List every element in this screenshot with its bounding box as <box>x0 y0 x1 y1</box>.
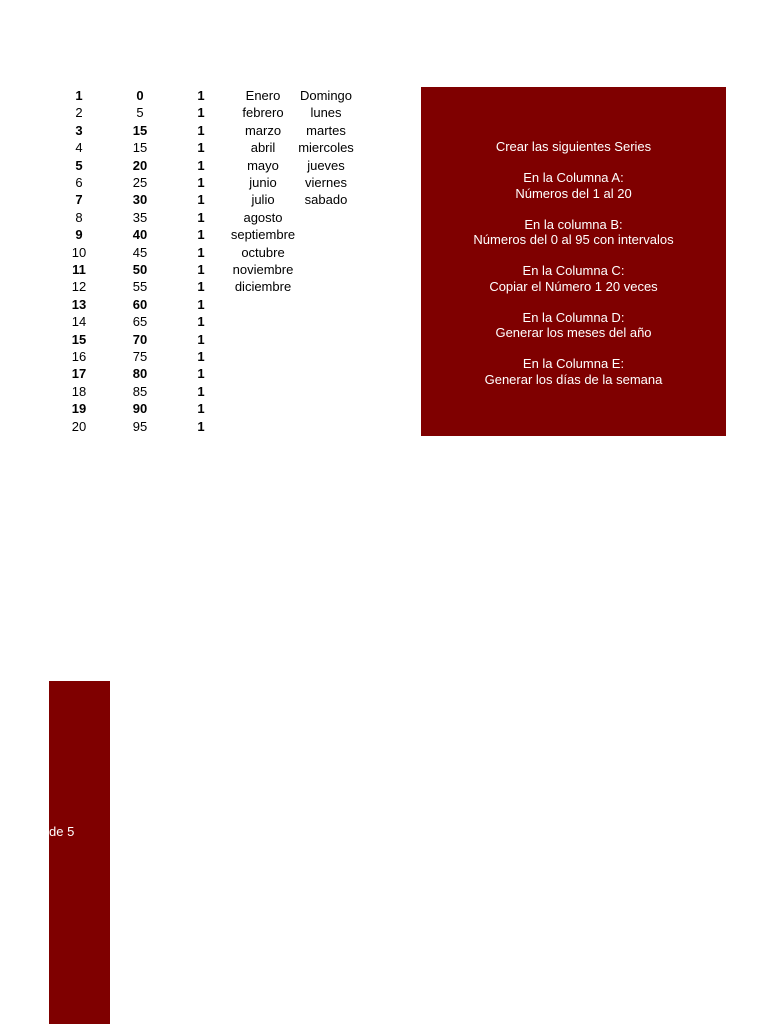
column-b-cell[interactable]: 15 <box>132 122 148 138</box>
column-c-cell[interactable]: 1 <box>197 175 205 190</box>
instruction-line: En la Columna A: <box>523 170 624 185</box>
column-c-cell[interactable]: 1 <box>197 279 205 295</box>
column-d-cell[interactable]: mayo <box>247 157 279 173</box>
column-b-cell[interactable]: 0 <box>136 88 144 103</box>
instruction-line: Números del 1 al 20 <box>515 185 632 201</box>
column-c-cell[interactable]: 1 <box>197 157 205 173</box>
instruction-line: Generar los días de la semana <box>484 371 663 387</box>
column-a-cell[interactable]: 3 <box>75 122 83 138</box>
instruction-line: En la Columna C: <box>522 263 625 278</box>
column-d-cell[interactable]: Enero <box>245 88 281 103</box>
column-e-cell[interactable]: Domingo <box>299 88 353 103</box>
column-a-cell[interactable]: 15 <box>71 331 87 347</box>
column-b-cell[interactable]: 20 <box>132 157 148 173</box>
column-a-cell[interactable]: 4 <box>75 140 83 156</box>
column-c-cell[interactable]: 1 <box>197 244 205 260</box>
instruction-block <box>421 310 726 341</box>
column-b-cell[interactable]: 45 <box>132 244 148 260</box>
column-c-cell[interactable]: 1 <box>197 366 205 382</box>
column-b-cell[interactable]: 90 <box>132 401 148 417</box>
column-d-cell[interactable]: julio <box>251 192 275 208</box>
column-a-cell[interactable]: 10 <box>71 244 87 260</box>
spreadsheet-series <box>0 87 420 437</box>
column-d-cell[interactable]: noviembre <box>232 262 294 277</box>
column-a-cell[interactable]: 5 <box>75 157 83 173</box>
column-b-cell[interactable]: 5 <box>136 105 144 121</box>
instruction-block <box>421 217 726 248</box>
instruction-line: Crear las siguientes Series <box>495 139 652 154</box>
instruction-line: En la Columna E: <box>522 356 625 371</box>
instruction-line: En la Columna D: <box>522 309 625 325</box>
column-c-cell[interactable]: 1 <box>197 192 205 208</box>
instructions-text <box>421 139 726 403</box>
column-b-cell[interactable]: 70 <box>132 331 148 347</box>
column-c-cell[interactable]: 1 <box>197 88 205 103</box>
column-e-cell[interactable]: jueves <box>307 157 345 173</box>
column-e-cell[interactable]: viernes <box>305 175 347 190</box>
column-a-cell[interactable]: 7 <box>75 192 83 208</box>
column-c-cell[interactable]: 1 <box>197 296 205 312</box>
column-b-cell[interactable]: 80 <box>132 366 148 382</box>
column-b-cell[interactable]: 35 <box>132 209 148 225</box>
column-c-cell[interactable]: 1 <box>197 349 205 364</box>
column-a-cell[interactable]: 20 <box>71 418 87 434</box>
column-b-cell[interactable]: 85 <box>132 383 148 399</box>
page-sidebar <box>49 681 110 1024</box>
column-c-cell[interactable]: 1 <box>197 262 205 277</box>
column-c-cell[interactable]: 1 <box>197 314 205 330</box>
instruction-block <box>421 263 726 294</box>
column-a-cell[interactable]: 11 <box>72 262 86 277</box>
instruction-block <box>421 139 726 155</box>
column-d-cell[interactable]: septiembre <box>230 227 296 243</box>
column-c-cell[interactable]: 1 <box>197 401 205 417</box>
column-a-cell[interactable]: 18 <box>71 383 87 399</box>
column-a-cell[interactable]: 16 <box>71 349 87 364</box>
column-a-cell[interactable]: 9 <box>75 227 83 243</box>
column-b-cell[interactable]: 15 <box>132 140 148 156</box>
column-a-cell[interactable]: 6 <box>75 175 83 190</box>
column-b-cell[interactable]: 30 <box>132 192 148 208</box>
column-c-cell[interactable]: 1 <box>197 418 205 434</box>
column-c-cell[interactable]: 1 <box>197 331 205 347</box>
column-a-cell[interactable]: 17 <box>71 366 87 382</box>
column-b-cell[interactable]: 50 <box>132 262 148 277</box>
column-a-cell[interactable]: 13 <box>71 296 87 312</box>
column-b-cell[interactable]: 40 <box>132 227 148 243</box>
column-c-cell[interactable]: 1 <box>197 140 205 156</box>
page-counter: de 5 <box>49 824 75 839</box>
column-b-cell[interactable]: 25 <box>132 175 148 190</box>
column-e-cell[interactable]: sabado <box>304 192 348 208</box>
column-d-cell[interactable]: octubre <box>241 244 285 260</box>
column-b-cell[interactable]: 95 <box>132 418 148 434</box>
column-e-cell[interactable]: miercoles <box>298 140 354 156</box>
column-b-cell[interactable]: 55 <box>132 279 148 295</box>
instruction-block <box>421 170 726 201</box>
column-e-cell[interactable]: lunes <box>310 105 342 121</box>
instruction-line: Números del 0 al 95 con intervalos <box>473 232 674 247</box>
instructions-panel <box>421 87 726 436</box>
instruction-line: Copiar el Número 1 20 veces <box>489 278 658 294</box>
instruction-line: En la columna B: <box>524 216 623 232</box>
column-c-cell[interactable]: 1 <box>197 122 205 138</box>
column-d-cell[interactable]: diciembre <box>234 279 292 295</box>
column-c-cell[interactable]: 1 <box>197 227 205 243</box>
column-c-cell[interactable]: 1 <box>197 383 205 399</box>
column-a-cell[interactable]: 8 <box>75 209 83 225</box>
instruction-block <box>421 356 726 387</box>
column-a-cell[interactable]: 19 <box>71 401 87 417</box>
column-d-cell[interactable]: abril <box>250 140 276 156</box>
column-a-cell[interactable]: 2 <box>75 105 83 121</box>
column-b-cell[interactable]: 75 <box>132 349 148 364</box>
column-a-cell[interactable]: 1 <box>75 88 83 103</box>
column-e-cell[interactable]: martes <box>306 122 346 138</box>
column-d-cell[interactable]: febrero <box>242 105 284 121</box>
column-c-cell[interactable]: 1 <box>197 105 205 121</box>
column-d-cell[interactable]: marzo <box>244 122 282 138</box>
column-b-cell[interactable]: 65 <box>132 314 148 330</box>
instruction-line: Generar los meses del año <box>495 325 652 340</box>
column-a-cell[interactable]: 14 <box>71 314 87 330</box>
column-c-cell[interactable]: 1 <box>197 209 205 225</box>
column-b-cell[interactable]: 60 <box>132 296 148 312</box>
column-d-cell[interactable]: junio <box>249 175 277 190</box>
column-d-cell[interactable]: agosto <box>243 209 283 225</box>
column-a-cell[interactable]: 12 <box>71 279 87 295</box>
